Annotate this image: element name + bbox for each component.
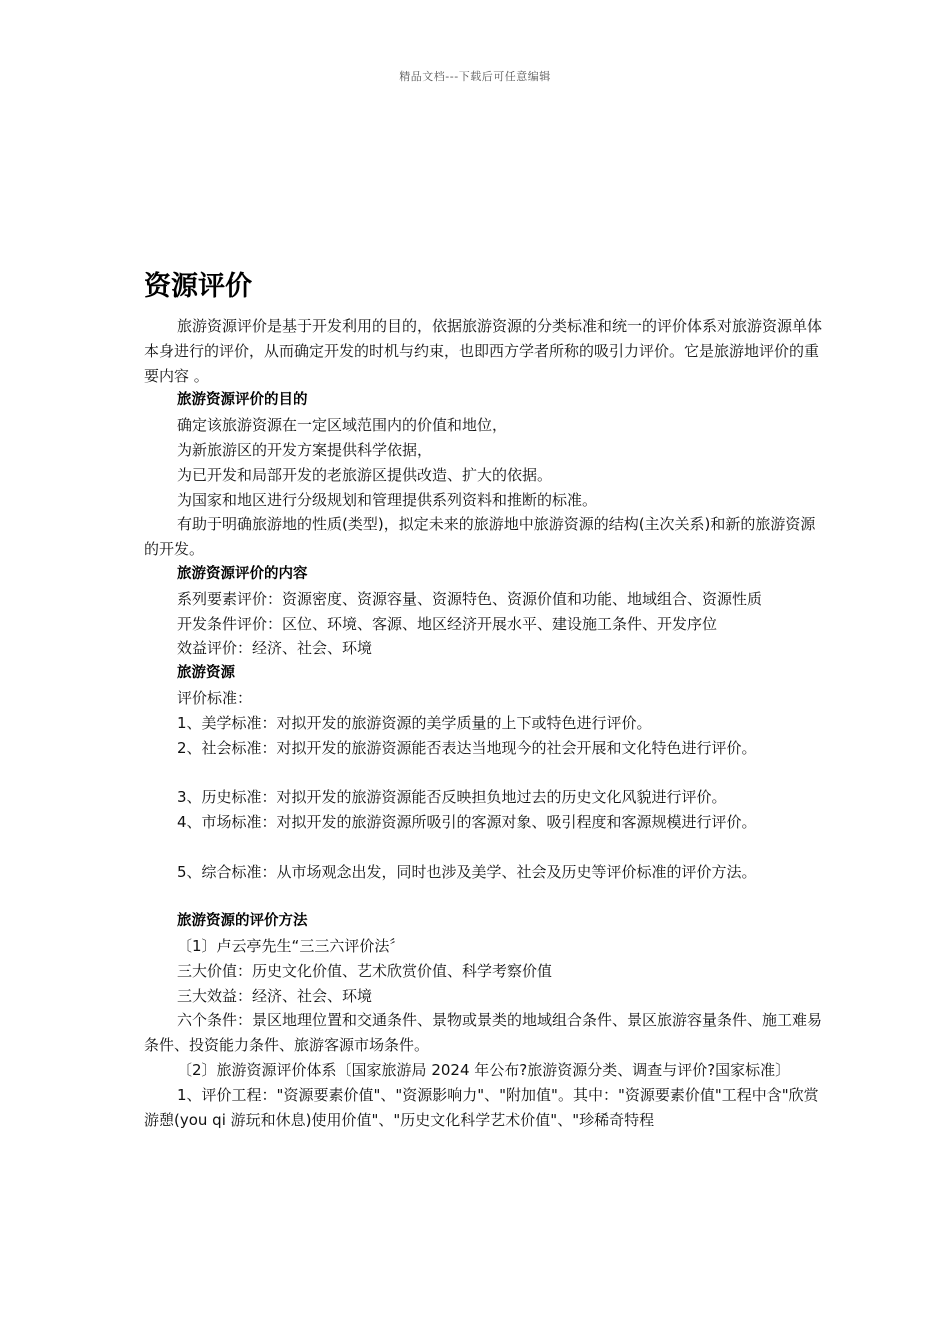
purpose-item: 为新旅游区的开发方案提供科学依据， <box>177 440 433 459</box>
section-heading-content: 旅游资源评价的内容 <box>177 565 308 582</box>
method-item: 三大价值：历史文化价值、艺术欣赏价值、科学考察价值 <box>177 961 553 980</box>
method-item: 六个条件：景区地理位置和交通条件、景物或景类的地域组合条件、景区旅游容量条件、施工难易条件、投资能力条件、旅游客源市场条件。 <box>144 1011 823 1055</box>
method-item: 三大效益：经济、社会、环境 <box>177 986 373 1005</box>
blank-line <box>144 835 824 860</box>
content-item: 效益评价：经济、社会、环境 <box>177 639 373 658</box>
purpose-item: 有助于明确旅游地的性质(类型)，拟定未来的旅游地中旅游资源的结构(主次关系)和新的旅游资源的开发。 <box>144 515 816 559</box>
section-heading-resource: 旅游资源 <box>177 665 235 682</box>
method-item: 〔1〕卢云亭先生“三三六评价法〞 <box>177 936 405 955</box>
standard-intro: 评价标准： <box>177 688 253 707</box>
standard-item: 2、社会标准：对拟开发的旅游资源能否表达当地现今的社会开展和文化特色进行评价。 <box>177 738 757 757</box>
method-item: 〔2〕旅游资源评价体系〔国家旅游局 2024 年公布?旅游资源分类、调查与评价?国家标准〕 <box>177 1060 791 1079</box>
standard-item: 5、综合标准：从市场观念出发，同时也涉及美学、社会及历史等评价标准的评价方法。 <box>177 862 757 881</box>
purpose-item: 为国家和地区进行分级规划和管理提供系列资料和推断的标准。 <box>177 490 598 509</box>
intro-paragraph: 旅游资源评价是基于开发利用的目的，依据旅游资源的分类标准和统一的评价体系对旅游资源单体本身进行的评价，从而确定开发的时机与约束，也即西方学者所称的吸引力评价。它是旅游地评价的重要内容 。 <box>144 317 823 385</box>
standard-item: 4、市场标准：对拟开发的旅游资源所吸引的客源对象、吸引程度和客源规模进行评价。 <box>177 812 757 831</box>
watermark-header: 精品文档---下载后可任意编辑 <box>399 70 551 83</box>
method-item: 1、评价工程："资源要素价值"、"资源影响力"、"附加值"。其中："资源要素价值"工程中含"欣赏游憩(you qi 游玩和休息)使用价值"、"历史文化科学艺术价值"、"珍稀奇特程 <box>144 1085 819 1129</box>
section-heading-purpose: 旅游资源评价的目的 <box>177 392 308 409</box>
blank-line <box>144 760 824 785</box>
purpose-item: 为已开发和局部开发的老旅游区提供改造、扩大的依据。 <box>177 465 553 484</box>
blank-line <box>144 884 824 909</box>
purpose-item: 确定该旅游资源在一定区域范围内的价值和地位， <box>177 416 508 435</box>
document-title: 资源评价 <box>144 271 252 302</box>
content-item: 开发条件评价：区位、环境、客源、地区经济开展水平、建设施工条件、开发序位 <box>177 614 718 633</box>
content-item: 系列要素评价：资源密度、资源容量、资源特色、资源价值和功能、地域组合、资源性质 <box>177 589 763 608</box>
document-body <box>144 270 824 1132</box>
standard-item: 3、历史标准：对拟开发的旅游资源能否反映担负地过去的历史文化风貌进行评价。 <box>177 788 727 807</box>
standard-item: 1、美学标准：对拟开发的旅游资源的美学质量的上下或特色进行评价。 <box>177 713 652 732</box>
section-heading-method: 旅游资源的评价方法 <box>177 913 308 930</box>
